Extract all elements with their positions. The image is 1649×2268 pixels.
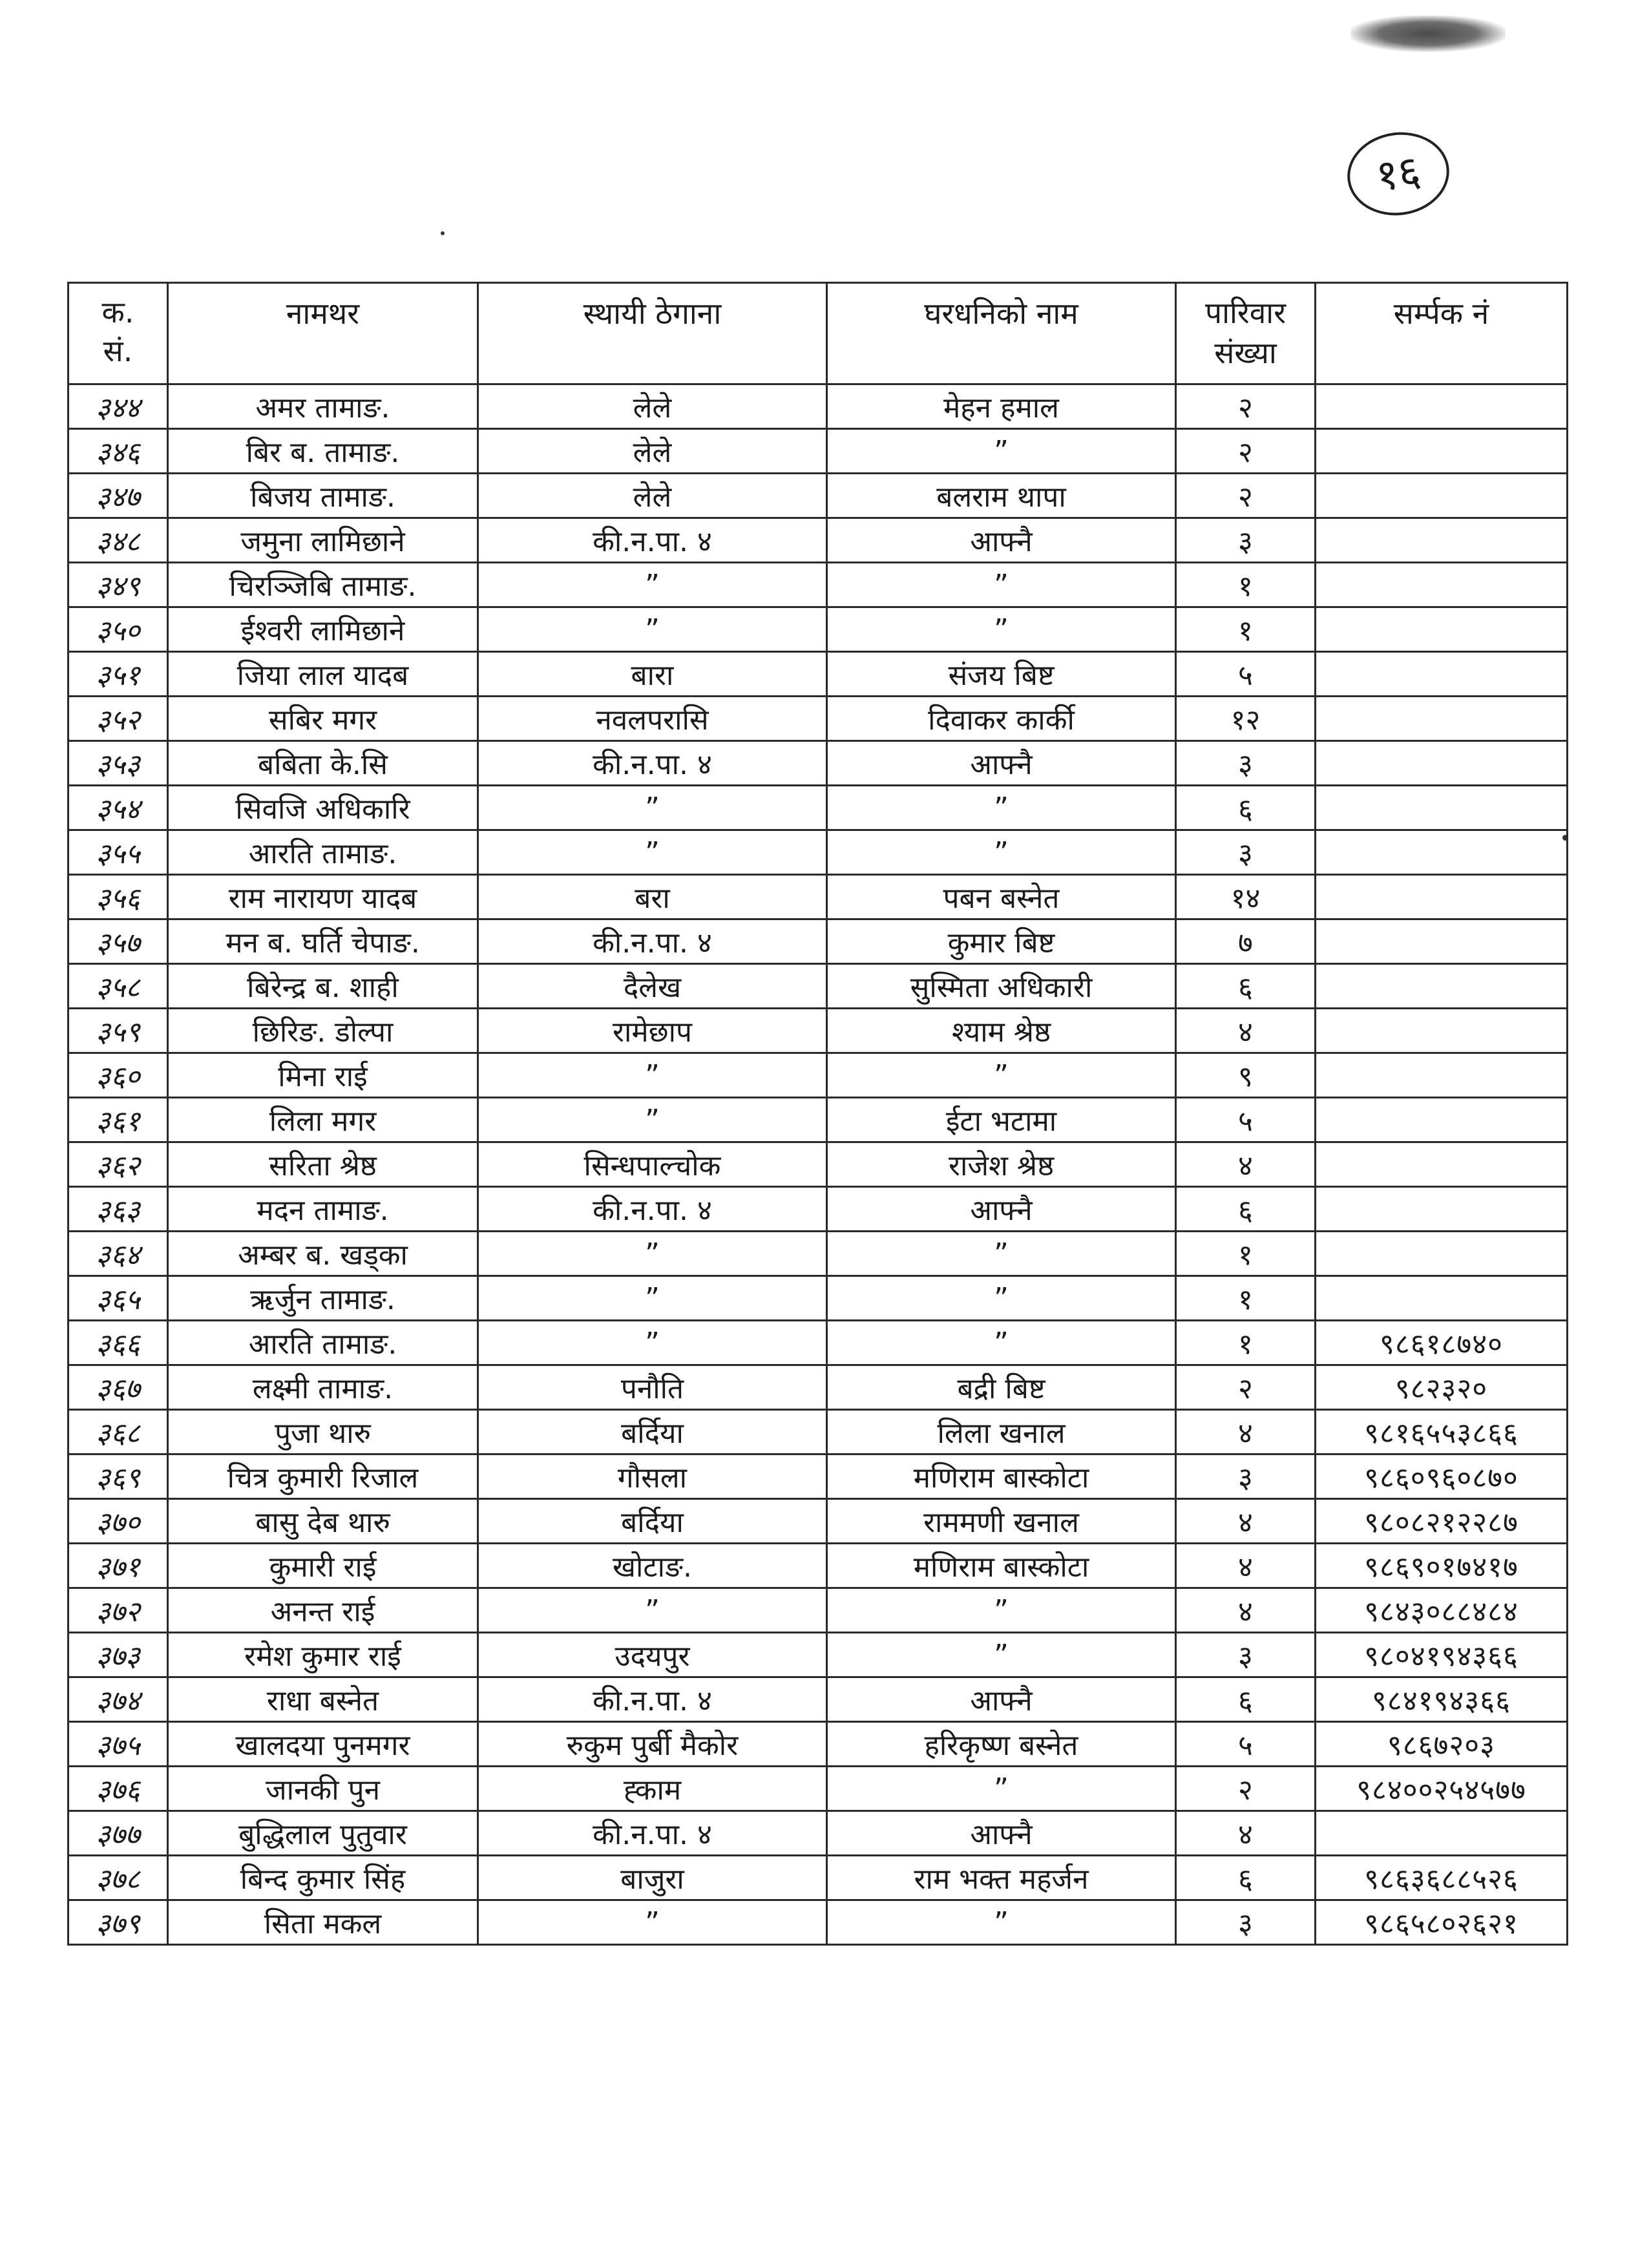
family-cell: ३ xyxy=(1176,1633,1316,1677)
name-cell: आरति तामाङ. xyxy=(168,830,478,875)
owner-cell: संजय बिष्ट xyxy=(827,652,1176,697)
table-row xyxy=(68,1365,1568,1410)
serial-cell: ३६९ xyxy=(68,1454,168,1499)
name-cell: पुजा थारु xyxy=(168,1410,478,1454)
contact-cell: ९८०४१९४३६६ xyxy=(1316,1633,1568,1677)
owner-cell: ” xyxy=(827,1321,1176,1365)
contact-cell: ९८६९०१७४१७ xyxy=(1316,1544,1568,1588)
table-row xyxy=(68,1098,1568,1142)
serial-cell: ३५१ xyxy=(68,652,168,697)
name-cell: ईश्वरी लामिछाने xyxy=(168,607,478,652)
contact-cell: ९८६७२०३ xyxy=(1316,1722,1568,1767)
header-serial: क. सं. xyxy=(68,283,168,384)
name-cell: बिन्द कुमार सिंह xyxy=(168,1856,478,1900)
owner-cell: आफ्नै xyxy=(827,1677,1176,1722)
table-row xyxy=(68,786,1568,830)
contact-cell xyxy=(1316,875,1568,919)
family-cell: ४ xyxy=(1176,1142,1316,1187)
address-cell: की.न.पा. ४ xyxy=(478,919,827,964)
contact-cell xyxy=(1316,1098,1568,1142)
owner-cell: ईटा भटामा xyxy=(827,1098,1176,1142)
name-cell: अमर तामाङ. xyxy=(168,384,478,429)
address-cell: गौसला xyxy=(478,1454,827,1499)
serial-cell: ३५३ xyxy=(68,741,168,786)
family-cell: ६ xyxy=(1176,964,1316,1009)
table-row xyxy=(68,741,1568,786)
family-cell: ५ xyxy=(1176,1098,1316,1142)
owner-cell: सुस्मिता अधिकारी xyxy=(827,964,1176,1009)
address-cell: ” xyxy=(478,830,827,875)
contact-cell: ९८४३०८८४८४ xyxy=(1316,1588,1568,1633)
name-cell: सिता मकल xyxy=(168,1900,478,1945)
serial-cell: ३४९ xyxy=(68,563,168,607)
name-cell: बिर ब. तामाङ. xyxy=(168,429,478,474)
name-cell: कुमारी राई xyxy=(168,1544,478,1588)
address-cell: ” xyxy=(478,1232,827,1276)
table-row xyxy=(68,1588,1568,1633)
serial-cell: ३७५ xyxy=(68,1722,168,1767)
owner-cell: श्याम श्रेष्ठ xyxy=(827,1009,1176,1053)
serial-cell: ३५४ xyxy=(68,786,168,830)
serial-cell: ३६७ xyxy=(68,1365,168,1410)
contact-cell xyxy=(1316,697,1568,741)
serial-cell: ३५५ xyxy=(68,830,168,875)
serial-cell: ३७० xyxy=(68,1499,168,1544)
table-row xyxy=(68,1053,1568,1098)
header-owner: घरधनिको नाम xyxy=(827,283,1176,384)
address-cell: की.न.पा. ४ xyxy=(478,1811,827,1856)
address-cell: ह्काम xyxy=(478,1767,827,1811)
owner-cell: मेहन हमाल xyxy=(827,384,1176,429)
address-cell: ” xyxy=(478,1053,827,1098)
contact-cell xyxy=(1316,563,1568,607)
register-table xyxy=(67,282,1568,1946)
serial-cell: ३४८ xyxy=(68,518,168,563)
name-cell: छिरिङ. डोल्पा xyxy=(168,1009,478,1053)
owner-cell: बलराम थापा xyxy=(827,474,1176,518)
owner-cell: दिवाकर कार्की xyxy=(827,697,1176,741)
address-cell: उदयपुर xyxy=(478,1633,827,1677)
owner-cell: ” xyxy=(827,1276,1176,1321)
contact-cell xyxy=(1316,1142,1568,1187)
serial-cell: ३५९ xyxy=(68,1009,168,1053)
contact-cell xyxy=(1316,830,1568,875)
owner-cell: ” xyxy=(827,429,1176,474)
name-cell: अनन्त राई xyxy=(168,1588,478,1633)
table-row xyxy=(68,1142,1568,1187)
contact-cell xyxy=(1316,1009,1568,1053)
family-cell: ५ xyxy=(1176,1722,1316,1767)
family-cell: ९ xyxy=(1176,1053,1316,1098)
name-cell: जानकी पुन xyxy=(168,1767,478,1811)
table-header-row xyxy=(68,283,1568,384)
family-cell: २ xyxy=(1176,384,1316,429)
owner-cell: ” xyxy=(827,1232,1176,1276)
address-cell: रामेछाप xyxy=(478,1009,827,1053)
serial-cell: ३४६ xyxy=(68,429,168,474)
table-row xyxy=(68,1009,1568,1053)
family-cell: ४ xyxy=(1176,1544,1316,1588)
address-cell: लेले xyxy=(478,384,827,429)
owner-cell: आफ्नै xyxy=(827,1187,1176,1232)
table-row xyxy=(68,1856,1568,1900)
serial-cell: ३४४ xyxy=(68,384,168,429)
serial-cell: ३५८ xyxy=(68,964,168,1009)
address-cell: ” xyxy=(478,786,827,830)
name-cell: सरिता श्रेष्ठ xyxy=(168,1142,478,1187)
address-cell: सिन्धपाल्चोक xyxy=(478,1142,827,1187)
family-cell: ५ xyxy=(1176,652,1316,697)
serial-cell: ३६६ xyxy=(68,1321,168,1365)
contact-cell xyxy=(1316,919,1568,964)
address-cell: की.न.पा. ४ xyxy=(478,518,827,563)
contact-cell: ९८०८२१२२८७ xyxy=(1316,1499,1568,1544)
table-row xyxy=(68,1499,1568,1544)
address-cell: बाजुरा xyxy=(478,1856,827,1900)
table-row xyxy=(68,830,1568,875)
family-cell: ४ xyxy=(1176,1009,1316,1053)
table-row xyxy=(68,384,1568,429)
contact-cell xyxy=(1316,474,1568,518)
serial-cell: ३७२ xyxy=(68,1588,168,1633)
family-cell: १ xyxy=(1176,1276,1316,1321)
owner-cell: आफ्नै xyxy=(827,1811,1176,1856)
contact-cell xyxy=(1316,607,1568,652)
table-row xyxy=(68,1410,1568,1454)
contact-cell xyxy=(1316,964,1568,1009)
header-name: नामथर xyxy=(168,283,478,384)
contact-cell: ९८२३२० xyxy=(1316,1365,1568,1410)
contact-cell: ९८४००२५४५७७ xyxy=(1316,1767,1568,1811)
name-cell: मिना राई xyxy=(168,1053,478,1098)
contact-cell xyxy=(1316,741,1568,786)
contact-cell: ९८४१९४३६६ xyxy=(1316,1677,1568,1722)
family-cell: १ xyxy=(1176,607,1316,652)
table-row xyxy=(68,919,1568,964)
owner-cell: पबन बस्नेत xyxy=(827,875,1176,919)
name-cell: खालदया पुनमगर xyxy=(168,1722,478,1767)
table-row xyxy=(68,1454,1568,1499)
serial-cell: ३५६ xyxy=(68,875,168,919)
address-cell: बर्दिया xyxy=(478,1410,827,1454)
address-cell: खोटाङ. xyxy=(478,1544,827,1588)
name-cell: बबिता के.सि xyxy=(168,741,478,786)
family-cell: २ xyxy=(1176,1767,1316,1811)
table-row xyxy=(68,1232,1568,1276)
contact-cell: ९८६१८७४० xyxy=(1316,1321,1568,1365)
owner-cell: ” xyxy=(827,607,1176,652)
table-row xyxy=(68,518,1568,563)
serial-cell: ३७६ xyxy=(68,1767,168,1811)
serial-cell: ३६८ xyxy=(68,1410,168,1454)
table-row xyxy=(68,1677,1568,1722)
header-family: पारिवार संख्या xyxy=(1176,283,1316,384)
name-cell: बिजय तामाङ. xyxy=(168,474,478,518)
contact-cell xyxy=(1316,1187,1568,1232)
table-row xyxy=(68,1321,1568,1365)
contact-cell: ९८६५८०२६२१ xyxy=(1316,1900,1568,1945)
name-cell: मदन तामाङ. xyxy=(168,1187,478,1232)
serial-cell: ३५२ xyxy=(68,697,168,741)
contact-cell xyxy=(1316,1053,1568,1098)
address-cell: ” xyxy=(478,1276,827,1321)
family-cell: ३ xyxy=(1176,518,1316,563)
family-cell: ३ xyxy=(1176,830,1316,875)
serial-cell: ३७१ xyxy=(68,1544,168,1588)
name-cell: आरति तामाङ. xyxy=(168,1321,478,1365)
family-cell: १२ xyxy=(1176,697,1316,741)
serial-cell: ३६४ xyxy=(68,1232,168,1276)
name-cell: रमेश कुमार राई xyxy=(168,1633,478,1677)
name-cell: लिला मगर xyxy=(168,1098,478,1142)
family-cell: १ xyxy=(1176,1321,1316,1365)
table-row xyxy=(68,652,1568,697)
family-cell: ६ xyxy=(1176,786,1316,830)
name-cell: राधा बस्नेत xyxy=(168,1677,478,1722)
contact-cell xyxy=(1316,429,1568,474)
family-cell: ४ xyxy=(1176,1499,1316,1544)
family-cell: ३ xyxy=(1176,1454,1316,1499)
owner-cell: राजेश श्रेष्ठ xyxy=(827,1142,1176,1187)
name-cell: सिवजि अधिकारि xyxy=(168,786,478,830)
name-cell: मन ब. घर्ति चेपाङ. xyxy=(168,919,478,964)
address-cell: लेले xyxy=(478,429,827,474)
family-cell: २ xyxy=(1176,429,1316,474)
name-cell: लक्ष्मी तामाङ. xyxy=(168,1365,478,1410)
owner-cell: हरिकृष्ण बस्नेत xyxy=(827,1722,1176,1767)
contact-cell: ९८१६५५३८६६ xyxy=(1316,1410,1568,1454)
serial-cell: ३७७ xyxy=(68,1811,168,1856)
owner-cell: ” xyxy=(827,1053,1176,1098)
owner-cell: ” xyxy=(827,1767,1176,1811)
table-row xyxy=(68,1544,1568,1588)
serial-cell: ३५० xyxy=(68,607,168,652)
table-row xyxy=(68,429,1568,474)
name-cell: जिया लाल यादब xyxy=(168,652,478,697)
owner-cell: मणिराम बास्कोटा xyxy=(827,1544,1176,1588)
name-cell: बिरेन्द्र ब. शाही xyxy=(168,964,478,1009)
address-cell: बरा xyxy=(478,875,827,919)
family-cell: ३ xyxy=(1176,741,1316,786)
contact-cell xyxy=(1316,518,1568,563)
table-row xyxy=(68,1722,1568,1767)
name-cell: राम नारायण यादब xyxy=(168,875,478,919)
owner-cell: ” xyxy=(827,1900,1176,1945)
table-row xyxy=(68,474,1568,518)
speck xyxy=(441,231,445,235)
family-cell: २ xyxy=(1176,474,1316,518)
owner-cell: राममणी खनाल xyxy=(827,1499,1176,1544)
table-row xyxy=(68,1767,1568,1811)
name-cell: अम्बर ब. खड्का xyxy=(168,1232,478,1276)
owner-cell: ” xyxy=(827,786,1176,830)
owner-cell: आफ्नै xyxy=(827,741,1176,786)
address-cell: दैलेख xyxy=(478,964,827,1009)
family-cell: १ xyxy=(1176,563,1316,607)
name-cell: बुद्धिलाल पुतुवार xyxy=(168,1811,478,1856)
table-row xyxy=(68,563,1568,607)
owner-cell: ” xyxy=(827,563,1176,607)
contact-cell: ९८६३६८८५२६ xyxy=(1316,1856,1568,1900)
table-row xyxy=(68,1811,1568,1856)
family-cell: ४ xyxy=(1176,1811,1316,1856)
address-cell: नवलपरासि xyxy=(478,697,827,741)
contact-cell xyxy=(1316,384,1568,429)
family-cell: ४ xyxy=(1176,1588,1316,1633)
serial-cell: ३६१ xyxy=(68,1098,168,1142)
serial-cell: ३७४ xyxy=(68,1677,168,1722)
family-cell: १ xyxy=(1176,1232,1316,1276)
contact-cell xyxy=(1316,1232,1568,1276)
serial-cell: ३५७ xyxy=(68,919,168,964)
table-row xyxy=(68,964,1568,1009)
header-address: स्थायी ठेगाना xyxy=(478,283,827,384)
owner-cell: कुमार बिष्ट xyxy=(827,919,1176,964)
address-cell: ” xyxy=(478,1098,827,1142)
name-cell: सबिर मगर xyxy=(168,697,478,741)
family-cell: १४ xyxy=(1176,875,1316,919)
serial-cell: ३७९ xyxy=(68,1900,168,1945)
address-cell: बर्दिया xyxy=(478,1499,827,1544)
name-cell: चित्र कुमारी रिजाल xyxy=(168,1454,478,1499)
address-cell: ” xyxy=(478,563,827,607)
owner-cell: मणिराम बास्कोटा xyxy=(827,1454,1176,1499)
serial-cell: ३७८ xyxy=(68,1856,168,1900)
serial-cell: ३६३ xyxy=(68,1187,168,1232)
name-cell: बासु देब थारु xyxy=(168,1499,478,1544)
name-cell: ऋर्जुन तामाङ. xyxy=(168,1276,478,1321)
table-row xyxy=(68,875,1568,919)
address-cell: बारा xyxy=(478,652,827,697)
address-cell: ” xyxy=(478,607,827,652)
family-cell: ६ xyxy=(1176,1856,1316,1900)
address-cell: रुकुम पुर्बी मैकोर xyxy=(478,1722,827,1767)
family-cell: ६ xyxy=(1176,1187,1316,1232)
table-row xyxy=(68,1633,1568,1677)
contact-cell xyxy=(1316,786,1568,830)
address-cell: की.न.पा. ४ xyxy=(478,741,827,786)
address-cell: ” xyxy=(478,1900,827,1945)
owner-cell: आफ्नै xyxy=(827,518,1176,563)
serial-cell: ३४७ xyxy=(68,474,168,518)
address-cell: की.न.पा. ४ xyxy=(478,1677,827,1722)
address-cell: की.न.पा. ४ xyxy=(478,1187,827,1232)
family-cell: ३ xyxy=(1176,1900,1316,1945)
serial-cell: ३७३ xyxy=(68,1633,168,1677)
address-cell: ” xyxy=(478,1588,827,1633)
family-cell: ४ xyxy=(1176,1410,1316,1454)
table-row xyxy=(68,697,1568,741)
table-row xyxy=(68,1276,1568,1321)
address-cell: ” xyxy=(478,1321,827,1365)
name-cell: जमुना लामिछाने xyxy=(168,518,478,563)
serial-cell: ३६५ xyxy=(68,1276,168,1321)
owner-cell: लिला खनाल xyxy=(827,1410,1176,1454)
contact-cell xyxy=(1316,1276,1568,1321)
serial-cell: ३६२ xyxy=(68,1142,168,1187)
owner-cell: ” xyxy=(827,1633,1176,1677)
family-cell: ७ xyxy=(1176,919,1316,964)
owner-cell: राम भक्त महर्जन xyxy=(827,1856,1176,1900)
owner-cell: ” xyxy=(827,830,1176,875)
owner-cell: ” xyxy=(827,1588,1176,1633)
page-number-stamp: १६ xyxy=(1342,126,1455,222)
family-cell: २ xyxy=(1176,1365,1316,1410)
ink-smudge xyxy=(1350,16,1506,52)
address-cell: पनौति xyxy=(478,1365,827,1410)
contact-cell: ९८६०९६०८७० xyxy=(1316,1454,1568,1499)
contact-cell xyxy=(1316,652,1568,697)
name-cell: चिरञ्जिबि तामाङ. xyxy=(168,563,478,607)
address-cell: लेले xyxy=(478,474,827,518)
table-row xyxy=(68,1900,1568,1945)
table-row xyxy=(68,1187,1568,1232)
contact-cell xyxy=(1316,1811,1568,1856)
serial-cell: ३६० xyxy=(68,1053,168,1098)
family-cell: ६ xyxy=(1176,1677,1316,1722)
header-contact: सर्म्पक नं xyxy=(1316,283,1568,384)
owner-cell: बद्री बिष्ट xyxy=(827,1365,1176,1410)
table-row xyxy=(68,607,1568,652)
